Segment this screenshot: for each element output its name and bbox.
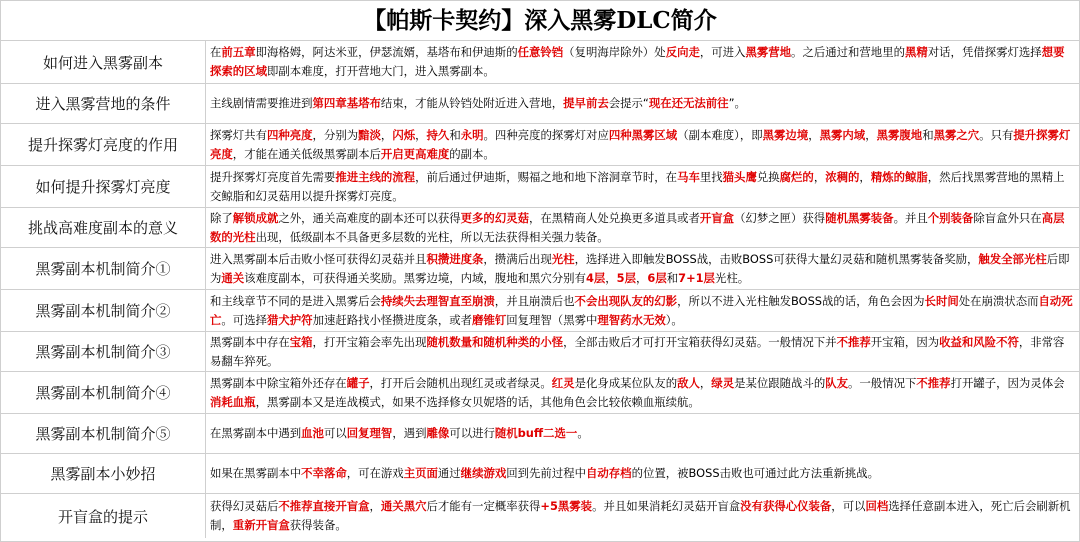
highlight-text: 高层数的光柱	[210, 210, 1065, 244]
highlight-text: 四种亮度	[266, 127, 313, 142]
highlight-text: 想要探索的区域	[210, 45, 1065, 78]
row-label: 黑雾副本机制简介④	[1, 372, 206, 413]
body-text: 。之后通过和营地里的	[791, 45, 905, 59]
highlight-text: 现在还无法前往	[648, 96, 729, 110]
highlight-text: 收益和风险不符	[939, 334, 1019, 349]
body-text: ，所以不进入光柱触发BOSS战的话，角色会因为	[677, 293, 925, 308]
body-text: 如果在黑雾副本中	[210, 466, 302, 480]
body-text: 和	[666, 270, 679, 285]
row-label: 黑雾副本机制简介①	[1, 248, 206, 289]
body-text: ，全部击败后才可打开宝箱获得幻灵菇。一般情况下并	[563, 334, 837, 349]
highlight-text: 理智药水无效	[597, 312, 666, 327]
row-label: 提升探雾灯亮度的作用	[1, 124, 206, 165]
highlight-text: 随机buff二选一	[494, 426, 578, 440]
body-text: 探雾灯共有	[210, 127, 267, 142]
highlight-text: 不幸落命	[301, 466, 347, 480]
highlight-text: 开启更高难度	[380, 146, 450, 161]
body-text: ，可以	[831, 499, 866, 513]
highlight-text: +5黑雾装	[540, 499, 593, 513]
row-content	[206, 454, 1079, 493]
table-row	[1, 248, 1079, 290]
body-text: 黑雾副本中除宝箱外还存在	[210, 375, 347, 390]
body-text: 可以	[323, 426, 347, 440]
highlight-text: 个别装备	[927, 210, 974, 225]
row-content	[206, 41, 1079, 83]
highlight-text: 不推荐	[836, 334, 871, 349]
body-text: 兑换	[756, 169, 780, 184]
highlight-text: 长时间	[924, 293, 959, 308]
highlight-text: 黑雾边境	[762, 127, 809, 142]
body-text: ，并且崩溃后也	[494, 293, 575, 308]
highlight-text: 反向走	[665, 45, 700, 59]
highlight-text: 持续失去理智直至崩溃	[380, 293, 495, 308]
page-title: 【帕斯卡契约】深入黑雾DLC简介	[1, 1, 1079, 41]
highlight-text: 回档	[865, 499, 889, 513]
row-content	[206, 414, 1079, 453]
table-row	[1, 84, 1079, 124]
body-text: 主线剧情需要推进到	[210, 96, 313, 110]
body-text: 进入黑雾副本后击败小怪可获得幻灵菇并且	[210, 251, 427, 266]
body-text: （复明海岸除外）处	[563, 45, 666, 59]
highlight-text: 红灵	[551, 375, 575, 390]
table-row	[1, 166, 1079, 208]
body-text: 选择任意副本进入，死亡后会刷新机制，	[210, 499, 1071, 532]
highlight-text: 磨锥钉	[472, 312, 507, 327]
highlight-text: 马车	[677, 169, 700, 184]
highlight-text: 猎犬护符	[266, 312, 313, 327]
highlight-text: 通关黑穴	[380, 499, 427, 513]
highlight-text: 浓稠的	[825, 169, 860, 184]
body-text: （幻梦之匣）获得	[734, 210, 826, 225]
body-text: 。	[577, 426, 589, 440]
row-content	[206, 84, 1079, 123]
row-content	[206, 332, 1079, 371]
table-row	[1, 332, 1079, 372]
body-text: 和主线章节不同的是进入黑雾后会	[210, 293, 381, 308]
highlight-text: 黑精	[904, 45, 928, 59]
highlight-text: 任意铃铛	[517, 45, 564, 59]
table-row	[1, 494, 1079, 538]
body-text: 可以进行	[449, 426, 495, 440]
body-text: 除盲盒外只在	[973, 210, 1042, 225]
body-text: 通过	[437, 466, 461, 480]
body-text: ，	[865, 127, 877, 142]
body-text: 提升探雾灯亮度首先需要	[210, 169, 336, 184]
body-text: ，可进入	[699, 45, 746, 59]
body-text: 。并且如果消耗幻灵菇开盲盒	[592, 499, 741, 513]
body-text: 。可选择	[221, 312, 267, 327]
highlight-text: 第四章基塔布	[312, 96, 381, 110]
body-text: 。只有	[979, 127, 1014, 142]
row-label: 黑雾副本小妙招	[1, 454, 206, 493]
table-row	[1, 372, 1079, 414]
highlight-text: 血池	[301, 426, 324, 440]
highlight-text: 四种黑雾区域	[608, 127, 678, 142]
highlight-text: 随机数量和随机种类的小怪	[426, 334, 564, 349]
body-text: 回复理智（黑雾中	[506, 312, 598, 327]
highlight-text: 6层	[647, 270, 667, 285]
body-text: 是化身成某位队友的	[574, 375, 678, 390]
body-text: ，	[380, 127, 393, 142]
body-text: 的位置，被BOSS击败也可通过此方法重新挑战。	[631, 466, 880, 480]
row-content	[206, 248, 1079, 289]
highlight-text: 没有获得心仪装备	[740, 499, 832, 513]
row-content	[206, 290, 1079, 331]
row-content	[206, 124, 1079, 165]
body-text: ，	[859, 169, 871, 184]
body-text: 是某位跟随战斗的	[734, 375, 826, 390]
highlight-text: 继续游戏	[460, 466, 507, 480]
body-text: ，黑雾副本又是连战模式，如果不选择修女贝妮塔的话，其他角色会比较依赖血瓶续航。	[255, 394, 700, 409]
row-label: 进入黑雾营地的条件	[1, 84, 206, 123]
body-text: 开宝箱，因为	[870, 334, 940, 349]
body-text: 。一般情况下	[848, 375, 917, 390]
body-text: ，打开宝箱会率先出现	[312, 334, 427, 349]
body-text: 。四种亮度的探雾灯对应	[483, 127, 609, 142]
body-text: 里找	[699, 169, 723, 184]
highlight-text: 黑雾腹地	[876, 127, 923, 142]
body-text: 出现，低级副本不具备更多层数的光柱，所以无法获得相关强力装备。	[255, 229, 609, 244]
body-text: ，选择进入即触发BOSS战，击败BOSS可获得大量幻灵菇和随机黑雾装备奖励，	[574, 251, 979, 266]
table-row	[1, 124, 1079, 166]
body-text: 黑雾副本中存在	[210, 334, 290, 349]
body-text: 在黑雾副本中遇到	[210, 426, 302, 440]
highlight-text: 黑雾营地	[745, 45, 792, 59]
row-content	[206, 208, 1079, 247]
body-text: ”。	[728, 96, 746, 110]
highlight-text: 推进主线的流程	[335, 169, 416, 184]
body-text: 获得幻灵菇后	[210, 499, 279, 513]
highlight-text: 敌人	[677, 375, 700, 390]
body-text: 回到先前过程中	[506, 466, 586, 480]
highlight-text: 提升探雾灯亮度	[210, 127, 1071, 161]
body-text: 在	[210, 45, 222, 59]
body-text: 获得装备。	[289, 518, 347, 532]
highlight-text: 提早前去	[563, 96, 609, 110]
body-text: 即副本难度，打开营地大门，进入黑雾副本。	[266, 64, 495, 78]
row-label: 如何进入黑雾副本	[1, 41, 206, 83]
highlight-text: 不推荐直接开盲盒	[278, 499, 370, 513]
body-text: 后才能有一定概率获得	[426, 499, 541, 513]
body-text: ，攒满后出现	[483, 251, 552, 266]
highlight-text: 永明	[460, 127, 484, 142]
highlight-text: 4层	[585, 270, 606, 285]
highlight-text: 雕像	[426, 426, 450, 440]
body-text: 和	[449, 127, 461, 142]
highlight-text: 自动死亡	[210, 293, 1073, 327]
body-text: ，前后通过伊迪斯，赐福之地和地下溶洞章节时，在	[415, 169, 678, 184]
body-text: 结束，才能从铃铛处附近进入营地，	[380, 96, 564, 110]
row-label: 黑雾副本机制简介②	[1, 290, 206, 331]
highlight-text: 光柱	[551, 251, 575, 266]
table-body	[1, 41, 1079, 538]
body-text: 除了	[210, 210, 233, 225]
body-text: 对话，凭借探雾灯选择	[927, 45, 1042, 59]
table-row	[1, 290, 1079, 332]
body-text: ，	[415, 127, 427, 142]
highlight-text: 通关	[221, 270, 245, 285]
body-text: ，才能在通关低级黑雾副本后	[232, 146, 381, 161]
body-text: （副本难度），即	[677, 127, 763, 142]
highlight-text: 罐子	[346, 375, 370, 390]
body-text: ，分别为	[312, 127, 359, 142]
highlight-text: 黑雾内域	[819, 127, 866, 142]
body-text: 之外，通关高难度的副本还可以获得	[278, 210, 461, 225]
row-content	[206, 166, 1079, 207]
highlight-text: 黯淡	[358, 127, 381, 142]
row-label: 挑战高难度副本的意义	[1, 208, 206, 247]
table-row	[1, 414, 1079, 454]
body-text: ，	[605, 270, 617, 285]
table-row	[1, 41, 1079, 84]
body-text: ，在黑精商人处兑换更多道具或者	[529, 210, 700, 225]
highlight-text: 更多的幻灵菇	[460, 210, 529, 225]
highlight-text: 不推荐	[916, 375, 951, 390]
highlight-text: 猫头鹰	[722, 169, 757, 184]
highlight-text: 精炼的鲸脂	[870, 169, 928, 184]
body-text: 该难度副本，可获得通关奖励。黑雾边境，内域，腹地和黑穴分别有	[244, 270, 586, 285]
body-text: 即海格姆，阿达米亚，伊瑟流婿，基塔布和伊迪斯的	[255, 45, 518, 59]
highlight-text: 随机黑雾装备	[825, 210, 894, 225]
highlight-text: 自动存档	[586, 466, 632, 480]
highlight-text: 主页面	[403, 466, 438, 480]
body-text: ，	[808, 127, 820, 142]
body-text: ，打开后会随机出现红灵或者绿灵。	[369, 375, 552, 390]
highlight-text: 绿灵	[711, 375, 735, 390]
highlight-text: 闪烁	[392, 127, 416, 142]
body-text: 处在崩溃状态而	[958, 293, 1039, 308]
highlight-text: 队友	[825, 375, 849, 390]
body-text: ，可在游戏	[346, 466, 404, 480]
highlight-text: 消耗血瓶	[210, 394, 256, 409]
body-text: ，然后找黑雾营地的黑精上交鲸脂和幻灵菇用以提升探雾灯亮度。	[210, 169, 1065, 203]
highlight-text: 腐烂的	[779, 169, 814, 184]
highlight-text: 解锁成就	[232, 210, 279, 225]
body-text: ）。	[665, 312, 683, 327]
body-text: ，	[699, 375, 712, 390]
row-content	[206, 372, 1079, 413]
highlight-text: 7+1层	[678, 270, 715, 285]
highlight-text: 5层	[616, 270, 636, 285]
body-text: 。并且	[893, 210, 928, 225]
highlight-text: 黑雾之穴	[933, 127, 980, 142]
highlight-text: 积攒进度条	[426, 251, 484, 266]
table-row	[1, 454, 1079, 494]
row-label: 开盲盒的提示	[1, 494, 206, 538]
highlight-text: 开盲盒	[699, 210, 735, 225]
body-text: 打开罐子，因为灵体会	[950, 375, 1065, 390]
row-label: 如何提升探雾灯亮度	[1, 166, 206, 207]
body-text: 后即为	[210, 251, 1070, 285]
body-text: ，	[636, 270, 648, 285]
body-text: 加速赶路找小怪攒进度条，或者	[312, 312, 473, 327]
table-row	[1, 208, 1079, 248]
row-label: 黑雾副本机制简介③	[1, 332, 206, 371]
highlight-text: 重新开盲盒	[232, 518, 290, 532]
body-text: ，	[813, 169, 826, 184]
highlight-text: 回复理智	[346, 426, 393, 440]
highlight-text: 宝箱	[289, 334, 313, 349]
body-text: ，非常容易翻车猝死。	[210, 334, 1065, 368]
highlight-text: 不会出现队友的幻影	[574, 293, 678, 308]
highlight-text: 持久	[426, 127, 450, 142]
body-text: ，遇到	[392, 426, 427, 440]
body-text: 光柱。	[714, 270, 750, 285]
highlight-text: 前五章	[221, 45, 256, 59]
body-text: ，	[369, 499, 381, 513]
highlight-text: 触发全部光柱	[978, 251, 1047, 266]
body-text: 和	[922, 127, 934, 142]
row-content	[206, 494, 1079, 538]
body-text: 会提示“	[608, 96, 649, 110]
row-label: 黑雾副本机制简介⑤	[1, 414, 206, 453]
body-text: 的副本。	[449, 146, 495, 161]
